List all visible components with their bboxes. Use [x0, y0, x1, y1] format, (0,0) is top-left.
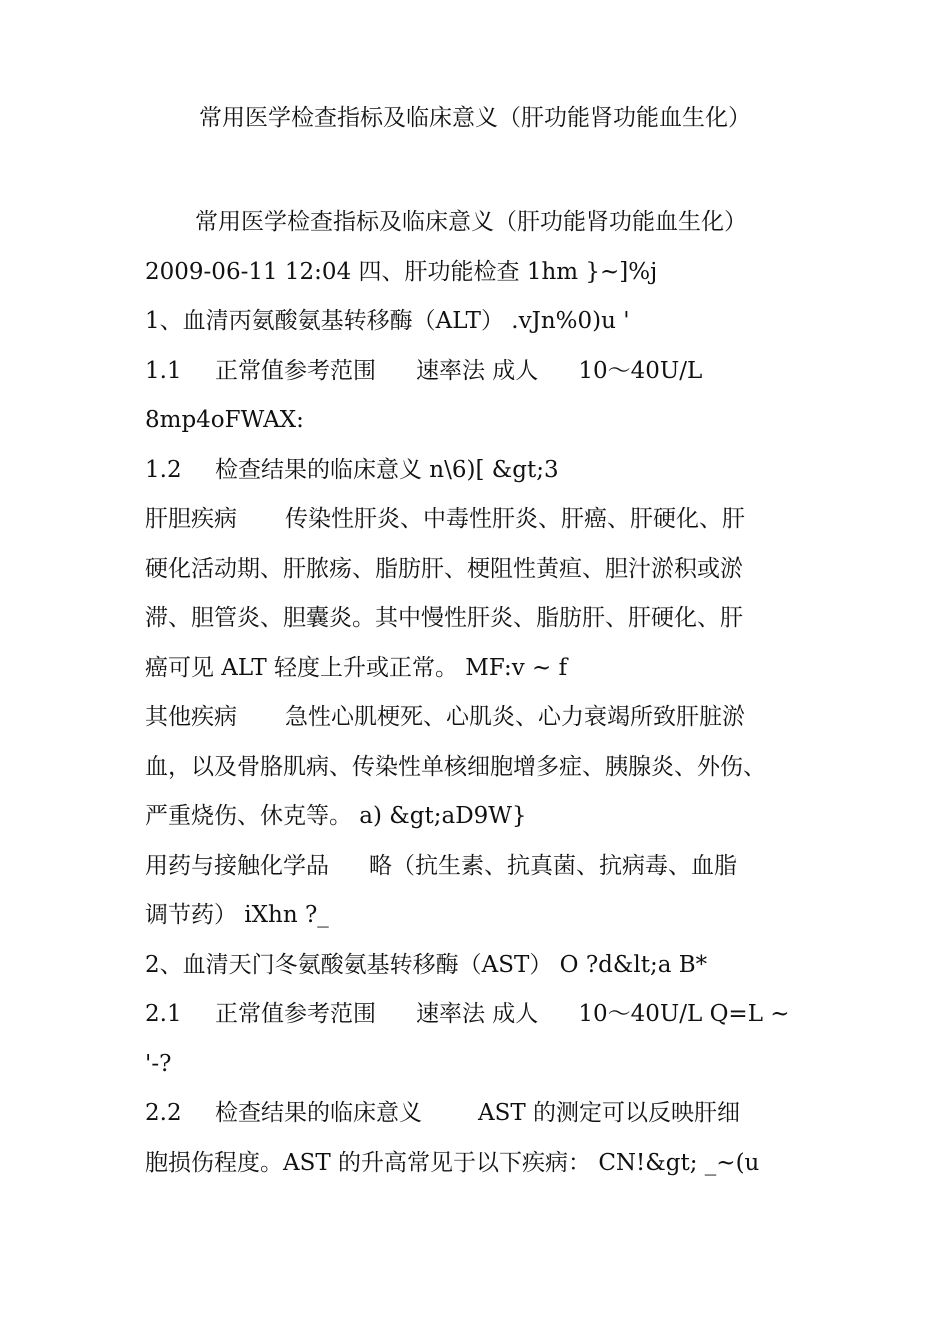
item-label: 正常值参考范围: [215, 357, 376, 384]
paragraph-text: 调节药） iXhn ?_: [145, 902, 329, 928]
text-fragment: '-?: [145, 1050, 172, 1077]
reference-value: 10～40U/L: [578, 357, 703, 384]
text-line: [145, 347, 815, 397]
paragraph-text: AST 的测定可以反映肝细: [478, 1100, 741, 1126]
text-line: [145, 545, 815, 595]
item-label: 检查结果的临床意义 n\6)[ &gt;3: [215, 456, 559, 483]
paragraph-text: 硬化活动期、肝脓疡、脂肪肝、梗阻性黄疸、胆汁淤积或淤: [145, 555, 743, 582]
text-line: [145, 495, 815, 545]
text-fragment: 8mp4oFWAX:: [145, 407, 304, 433]
text-line: [145, 743, 815, 793]
category-label: 用药与接触化学品: [145, 852, 329, 879]
paragraph-text: 胞损伤程度。AST 的升高常见于以下疾病： CN!&gt; _~(u: [145, 1149, 760, 1176]
text-line: [145, 1139, 815, 1189]
text-line: [145, 644, 815, 694]
paragraph-text: 严重烧伤、休克等。 a) &gt;aD9W}: [145, 803, 527, 829]
text-line: [145, 693, 815, 743]
text-line: [145, 396, 815, 446]
item-heading-ast: 2、血清天门冬氨酸氨基转移酶（AST） O ?d&lt;a B*: [145, 951, 708, 978]
method-label: 速率法 成人: [416, 357, 539, 384]
date-section-line: 2009-06-11 12:04 四、肝功能检查 1hm }~]%j: [145, 258, 658, 285]
paragraph-text: 传染性肝炎、中毒性肝炎、肝癌、肝硬化、肝: [285, 506, 745, 532]
text-line: [145, 792, 815, 842]
item-label: 检查结果的临床意义: [215, 1100, 422, 1126]
text-line: [145, 594, 815, 644]
paragraph-text: 急性心肌梗死、心肌炎、心力衰竭所致肝脏淤: [285, 704, 745, 730]
text-line: [145, 248, 815, 298]
method-label: 速率法 成人: [416, 1001, 539, 1027]
text-line: [145, 891, 815, 941]
text-line: [145, 990, 815, 1040]
paragraph-text: 癌可见 ALT 轻度上升或正常。 MF:v ~ f: [145, 654, 568, 681]
paragraph-text: 滞、胆管炎、胆囊炎。其中慢性肝炎、脂肪肝、肝硬化、肝: [145, 605, 743, 631]
text-line: [145, 297, 815, 347]
item-number: 2.2: [145, 1100, 182, 1126]
paragraph-text: 略（抗生素、抗真菌、抗病毒、血脂: [369, 852, 737, 879]
page-title: 常用医学检查指标及临床意义（肝功能肾功能血生化）: [199, 105, 751, 131]
text-line: [145, 198, 815, 248]
item-number: 2.1: [145, 1001, 182, 1027]
item-number: 1.1: [145, 357, 182, 384]
text-line: [145, 1040, 815, 1090]
text-line: [145, 941, 815, 991]
text-line: [145, 446, 815, 496]
item-heading-alt: 1、血清丙氨酸氨基转移酶（ALT） .vJn%0)u ': [145, 308, 630, 334]
paragraph-text: 血，以及骨胳肌病、传染性单核细胞增多症、胰腺炎、外伤、: [145, 753, 766, 780]
text-line: [145, 842, 815, 892]
item-number: 1.2: [145, 456, 182, 483]
category-label: 其他疾病: [145, 704, 237, 730]
document-body: [145, 198, 815, 1188]
item-label: 正常值参考范围: [215, 1001, 376, 1027]
category-label: 肝胆疾病: [145, 506, 237, 532]
heading-repeat: 常用医学检查指标及临床意义（肝功能肾功能血生化）: [195, 209, 747, 235]
reference-value: 10～40U/L Q=L ~: [578, 1001, 790, 1027]
text-line: [145, 1089, 815, 1139]
